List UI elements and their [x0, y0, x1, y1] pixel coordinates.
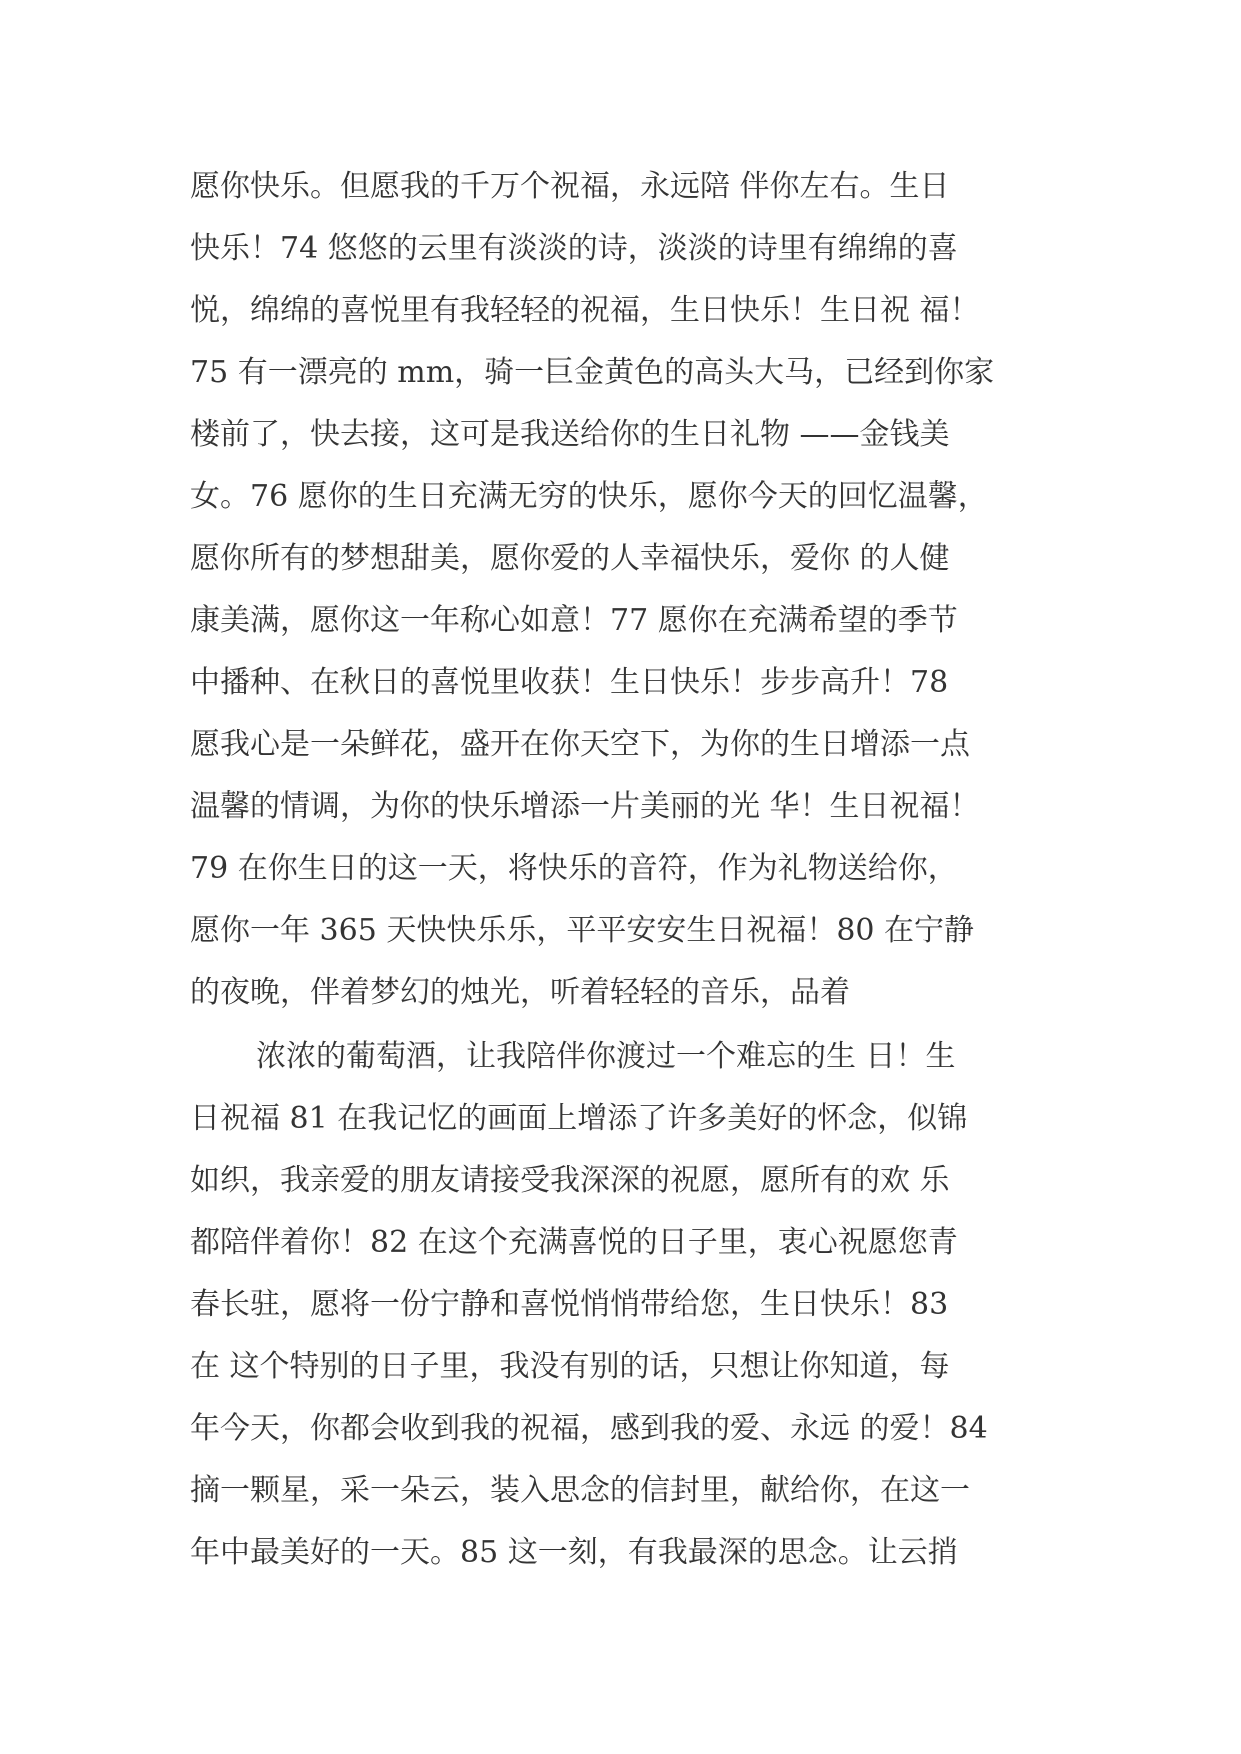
- text-line: 愿我心是一朵鲜花，盛开在你天空下，为你的生日增添一点: [190, 727, 970, 762]
- text-line-indented: 浓浓的葡萄酒，让我陪伴你渡过一个难忘的生 日！生: [256, 1039, 956, 1074]
- text-line: 快乐！74 悠悠的云里有淡淡的诗，淡淡的诗里有绵绵的喜: [190, 231, 958, 266]
- paragraph-1: [190, 156, 1070, 1024]
- text-line: 的夜晚，伴着梦幻的烛光，听着轻轻的音乐，品着: [190, 975, 850, 1010]
- text-line: 女。76 愿你的生日充满无穷的快乐，愿你今天的回忆温馨，: [190, 479, 988, 514]
- text-line: 春长驻，愿将一份宁静和喜悦悄悄带给您，生日快乐！83: [190, 1287, 949, 1322]
- text-line: 摘一颗星，采一朵云，装入思念的信封里，献给你，在这一: [190, 1473, 970, 1508]
- text-line: 康美满，愿你这一年称心如意！77 愿你在充满希望的季节: [190, 603, 958, 638]
- text-line: 79 在你生日的这一天，将快乐的音符，作为礼物送给你，: [190, 851, 958, 886]
- text-line: 楼前了，快去接，这可是我送给你的生日礼物 ——金钱美: [190, 417, 950, 452]
- text-line: 日祝福 81 在我记忆的画面上增添了许多美好的怀念，似锦: [190, 1101, 968, 1136]
- text-line: 悦，绵绵的喜悦里有我轻轻的祝福，生日快乐！生日祝 福！: [190, 293, 980, 328]
- text-line: 温馨的情调，为你的快乐增添一片美丽的光 华！生日祝福！: [190, 789, 980, 824]
- text-line: 愿你快乐。但愿我的千万个祝福，永远陪 伴你左右。生日: [190, 169, 950, 204]
- paragraph-2: [190, 1026, 1070, 1584]
- text-line: 愿你一年 365 天快快乐乐，平平安安生日祝福！80 在宁静: [190, 913, 975, 948]
- text-line: 年中最美好的一天。85 这一刻，有我最深的思念。让云捎: [190, 1535, 958, 1570]
- text-line: 在 这个特别的日子里，我没有别的话，只想让你知道，每: [190, 1349, 950, 1384]
- text-line: 年今天，你都会收到我的祝福，感到我的爱、永远 的爱！84: [190, 1411, 988, 1446]
- text-line: 都陪伴着你！82 在这个充满喜悦的日子里，衷心祝愿您青: [190, 1225, 958, 1260]
- text-line: 75 有一漂亮的 mm，骑一巨金黄色的高头大马，已经到你家: [190, 355, 995, 390]
- text-line: 愿你所有的梦想甜美，愿你爱的人幸福快乐，爱你 的人健: [190, 541, 950, 576]
- text-line: 中播种、在秋日的喜悦里收获！生日快乐！步步高升！78: [190, 665, 949, 700]
- text-line: 如织，我亲爱的朋友请接受我深深的祝愿，愿所有的欢 乐: [190, 1163, 950, 1198]
